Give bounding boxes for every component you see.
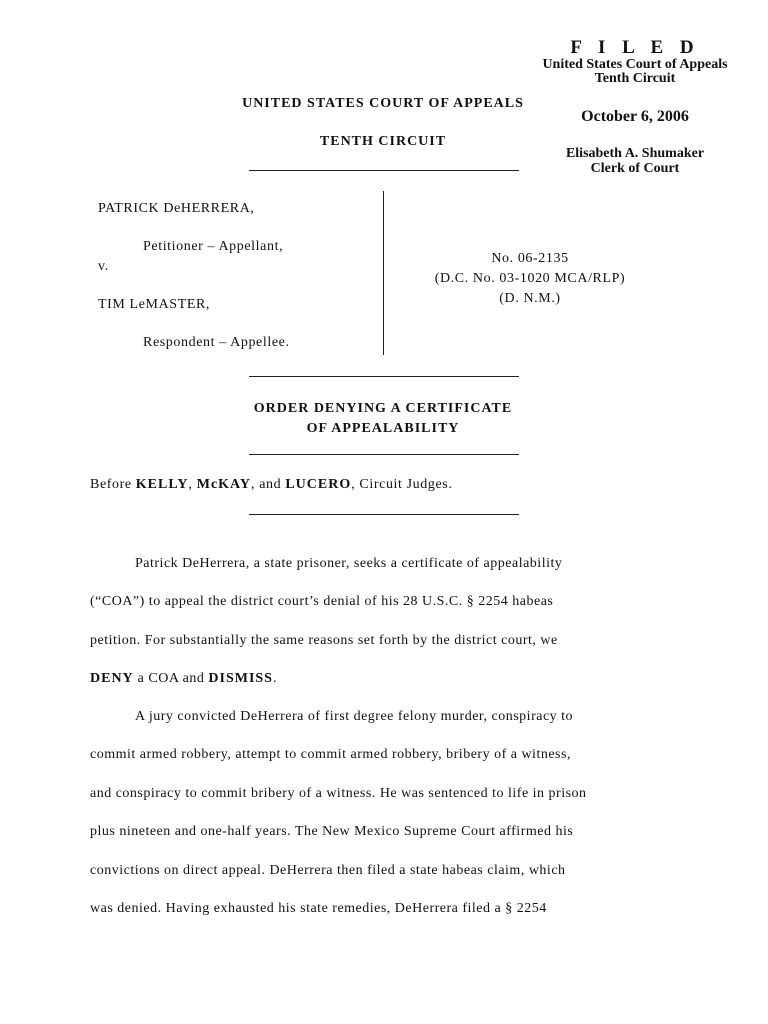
district: (D. N.M.) (499, 291, 561, 306)
body-line: Patrick DeHerrera, a state prisoner, seeks a certificate of appealability (135, 556, 563, 571)
body-text: . (272, 671, 277, 687)
circuit-name: TENTH CIRCUIT (319, 134, 447, 149)
caption-bottom-divider (249, 376, 519, 377)
order-title-divider (249, 454, 519, 455)
judge-mckay: McKAY (196, 477, 251, 492)
filed-date: October 6, 2006 (581, 108, 689, 125)
paragraph-1 (90, 545, 690, 699)
before-prefix: Before (90, 477, 136, 492)
clerk-name: Elisabeth A. Shumaker (565, 146, 705, 161)
separator: , and (251, 477, 286, 492)
filed-title: F I L E D (570, 37, 700, 58)
body-line: petition. For substantially the same reasons set forth by the district court, we (90, 632, 558, 648)
body-line: convictions on direct appeal. DeHerrera then filed a state habeas claim, which (90, 862, 566, 878)
petitioner-name: PATRICK DeHERRERA, (98, 201, 255, 216)
body-text: a COA and (133, 671, 209, 687)
district-court-number: (D.C. No. 03-1020 MCA/RLP) (434, 271, 626, 286)
filed-court-line2: Tenth Circuit (594, 71, 676, 86)
header-divider (249, 170, 519, 171)
docket-block (405, 249, 655, 309)
clerk-title: Clerk of Court (590, 161, 680, 176)
deny-word: DENY (90, 671, 134, 687)
panel-line (90, 477, 452, 493)
body-line: (“COA”) to appeal the district court’s denial of his 28 U.S.C. § 2254 habeas (90, 594, 554, 610)
body-line: plus nineteen and one-half years. The New Mexico Supreme Court affirmed his (90, 824, 574, 840)
separator: , (188, 477, 197, 492)
petitioner-role: Petitioner – Appellant, (143, 239, 284, 254)
dismiss-word: DISMISS (208, 671, 273, 687)
court-name: UNITED STATES COURT OF APPEALS (242, 96, 524, 111)
order-title-line1: ORDER DENYING A CERTIFICATE (253, 401, 513, 416)
judge-lucero: LUCERO (285, 477, 352, 492)
body-line (90, 660, 690, 698)
body-line: commit armed robbery, attempt to commit armed robbery, bribery of a witness, (90, 747, 571, 763)
respondent-name: TIM LeMASTER, (98, 297, 211, 312)
panel-divider (249, 514, 519, 515)
before-suffix: , Circuit Judges. (351, 477, 453, 492)
caption-divider (383, 191, 384, 355)
case-number: No. 06-2135 (491, 251, 569, 266)
body-line: A jury convicted DeHerrera of first degree felony murder, conspiracy to (135, 709, 574, 724)
order-title (200, 399, 566, 439)
body-line: and conspiracy to commit bribery of a witness. He was sentenced to life in prison (90, 785, 587, 801)
versus: v. (98, 259, 109, 274)
respondent-role: Respondent – Appellee. (143, 335, 290, 350)
order-title-line2: OF APPEALABILITY (306, 421, 460, 436)
judge-kelly: KELLY (135, 477, 189, 492)
filed-court-line1: United States Court of Appeals (542, 57, 728, 72)
paragraph-2 (90, 698, 690, 928)
body-line: was denied. Having exhausted his state remedies, DeHerrera filed a § 2254 (90, 901, 547, 917)
